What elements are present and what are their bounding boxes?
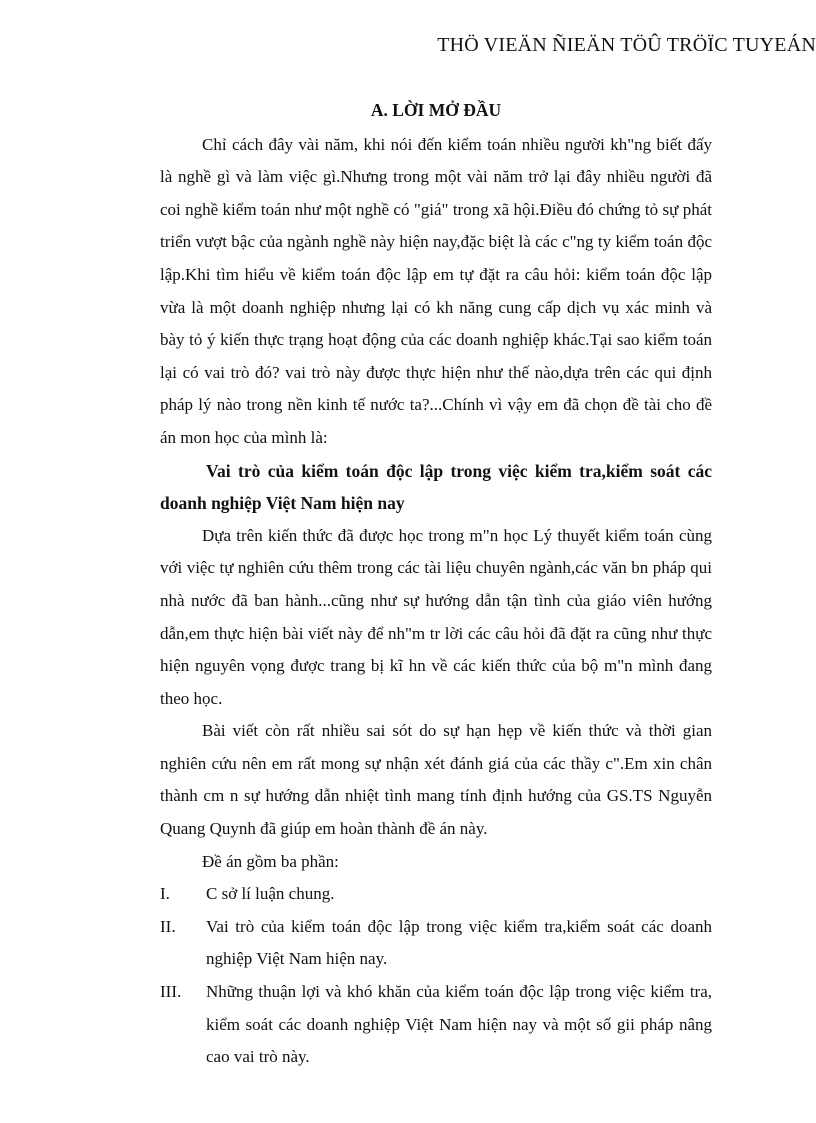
list-item [160,878,712,911]
list-item-number: III. [160,982,182,1002]
document-body [160,94,712,1074]
basis-paragraph: Dựa trên kiến thức đã được học trong m"n học Lý thuyết kiểm toán cùng với việc tự nghiên cứu thêm trong các tài liệu chuyên ngành,các văn bn pháp qui nhà nước đã ban hành...cũng như sự hướng dẫn tận tình của giáo viên hướng dẫn,em thực hiện bài viết này để nh"m tr lời các câu hỏi đã đặt ra cũng như thực hiện nguyên vọng được trang bị kĩ hn về các kiến thức của bộ m"n mình đang theo học. [160,525,712,708]
topic-heading: Vai trò của kiểm toán độc lập trong việc kiểm tra,kiểm soát các doanh nghiệp Việt Nam hiện nay [160,460,712,514]
list-item-text: Vai trò của kiểm toán độc lập trong việc kiểm tra,kiểm soát các doanh nghiệp Việt Nam hiện nay. [206,916,712,969]
list-item-number: II. [160,916,176,936]
list-item-text: C sở lí luận chung. [206,884,335,904]
list-item [160,911,712,976]
thanks-paragraph: Bài viết còn rất nhiều sai sót do sự hạn hẹp về kiến thức và thời gian nghiên cứu nên em rất mong sự nhận xét đánh giá của các thầy c".Em xin chân thành cm n sự hướng dẫn nhiệt tình mang tính định hướng của GS.TS Nguyễn Quang Quynh đã giúp em hoàn thành đề án này. [160,721,712,839]
intro-paragraph: Chỉ cách đây vài năm, khi nói đến kiểm toán nhiều người kh"ng biết đấy là nghề gì và làm việc gì.Nhưng trong một vài năm trở lại đây nhiều người đã coi nghề kiểm toán như một nghề có "giá" trong xã hội.Điều đó chứng tỏ sự phát triển vượt bậc của ngành nghề này hiện nay,đặc biệt là các c"ng ty kiểm toán độc lập.Khi tìm hiểu về kiểm toán độc lập em tự đặt ra câu hỏi: kiểm toán độc lập vừa là một doanh nghiệp nhưng lại có kh năng cung cấp dịch vụ xác minh và bày tỏ ý kiến thực trạng hoạt động của các doanh nghiệp khác.Tại sao kiểm toán lại có vai trò đó? vai trò này được thực hiện như thế nào,dựa trên các qui định pháp lý nào trong nền kinh tế nước ta?...Chính vì vậy em đã chọn đề tài cho đề án mon học của mình là: [160,134,712,447]
section-title: A. LỜI MỞ ĐẦU [370,100,502,120]
list-item-text: Những thuận lợi và khó khăn của kiểm toán độc lập trong việc kiểm tra, kiểm soát các doanh nghiệp Việt Nam hiện nay và một số gii pháp nâng cao vai trò này. [206,982,712,1067]
list-item [160,976,712,1074]
list-item-number: I. [160,884,170,904]
parts-intro: Đề án gồm ba phần: [202,851,339,871]
header-banner: THÖ VIEÄN ÑIEÄN TÖÛ TRÖÏC TUYEÁN [437,34,816,56]
